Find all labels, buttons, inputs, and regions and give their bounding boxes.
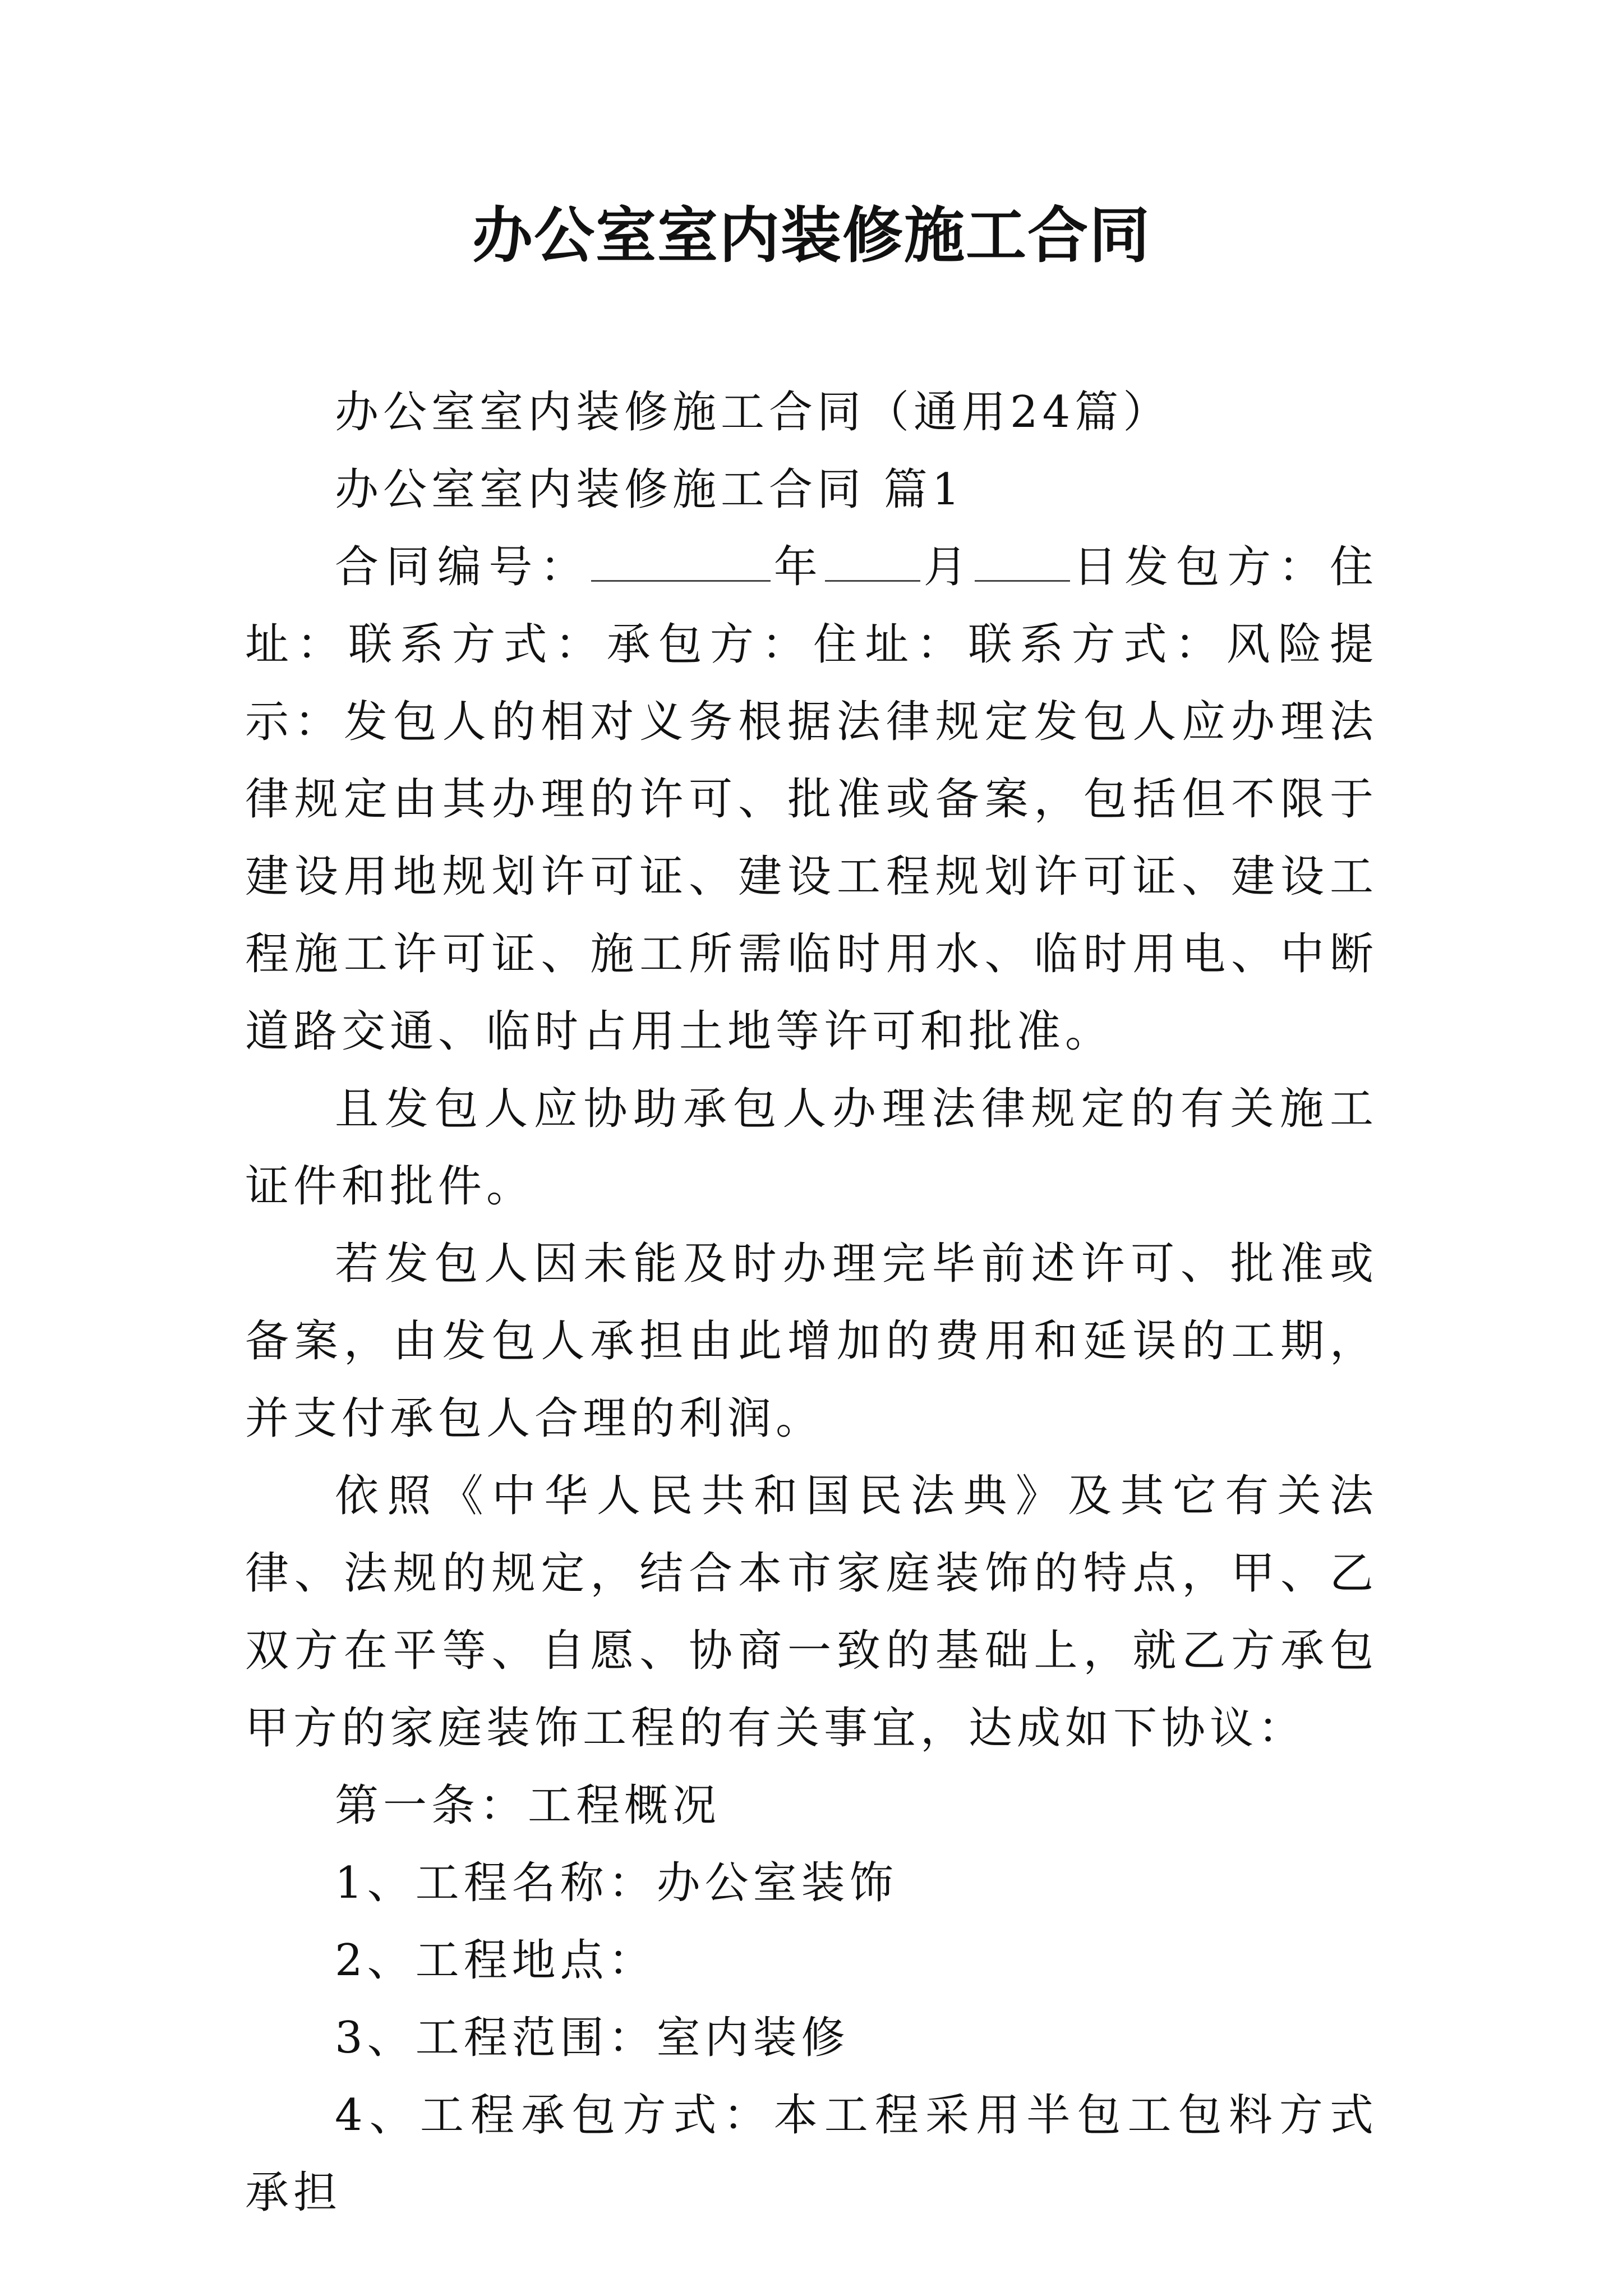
day-blank xyxy=(975,541,1070,582)
list-item: 4、工程承包方式：本工程采用半包工包料方式承担 xyxy=(245,2090,1378,2218)
year-label: 年 xyxy=(771,542,826,592)
document-title: 办公室室内装修施工合同 xyxy=(472,200,1151,271)
section-heading: 办公室室内装修施工合同 篇1 xyxy=(335,464,965,515)
article-heading: 第一条：工程概况 xyxy=(335,1780,721,1831)
contract-no-blank xyxy=(591,541,771,582)
list-item: 1、工程名称：办公室装饰 xyxy=(335,1858,898,1908)
document-body xyxy=(245,374,1378,2231)
subtitle-paragraph: 办公室室内装修施工合同（通用24篇） xyxy=(335,387,1172,438)
failure-paragraph: 若发包人因未能及时办理完毕前述许可、批准或备案，由发包人承担由此增加的费用和延误的工期，并支付承包人合理的利润。 xyxy=(245,1239,1378,1444)
basis-paragraph: 依照《中华人民共和国民法典》及其它有关法律、法规的规定，结合本市家庭装饰的特点，甲、乙双方在平等、自愿、协商一致的基础上，就乙方承包甲方的家庭装饰工程的有关事宜，达成如下协议： xyxy=(245,1471,1378,1754)
list-item: 3、工程范围：室内装修 xyxy=(335,2013,850,2063)
month-blank xyxy=(825,541,920,582)
assist-paragraph: 且发包人应协助承包人办理法律规定的有关施工证件和批件。 xyxy=(245,1084,1378,1212)
contract-no-label: 合同编号： xyxy=(335,542,592,592)
list-item: 2、工程地点： xyxy=(335,1935,657,1986)
month-label: 月 xyxy=(920,542,975,592)
contract-info-text: 日发包方：住址：联系方式：承包方：住址：联系方式：风险提示：发包人的相对义务根据法律规定发包人应办理法律规定由其办理的许可、批准或备案，包括但不限于建设用地规划许可证、建设工程规划许可证、建设工程施工许可证、施工所需临时用水、临时用电、中断道路交通、临时占用土地等许可和批准。 xyxy=(245,542,1378,1057)
contract-info-paragraph xyxy=(245,528,1378,1070)
